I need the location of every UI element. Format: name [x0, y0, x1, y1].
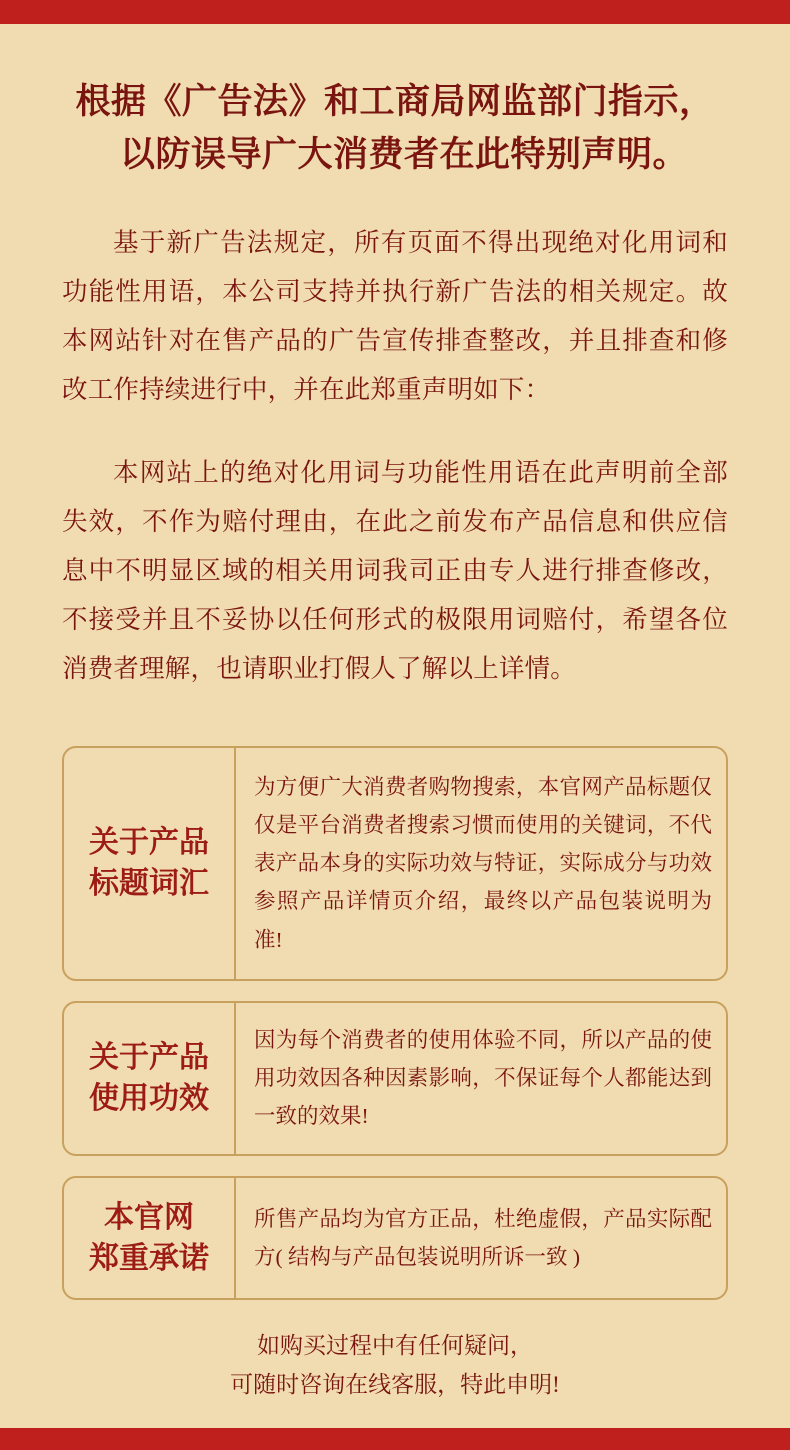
- notice-card-title-line-1: 本官网: [104, 1200, 194, 1234]
- page-title: [62, 24, 728, 181]
- notice-card-title-line-1: 关于产品: [89, 1040, 209, 1074]
- notice-card-title: [64, 1003, 236, 1154]
- declaration-paragraph-1: 基于新广告法规定，所有页面不得出现绝对化用词和功能性用语，本公司支持并执行新广告法的相关规定。故本网站针对在售产品的广告宣传排查整改，并且排查和修改工作持续进行中，并在此郑重声明如下：: [62, 228, 728, 404]
- notice-card-title-line-2: 使用功效: [89, 1082, 209, 1116]
- notice-card-title-line-1: 关于产品: [89, 825, 209, 859]
- notice-card-body: 为方便广大消费者购物搜索，本官网产品标题仅仅是平台消费者搜索习惯而使用的关键词，不代表产品本身的实际功效与特证，实际成分与功效参照产品详情页介绍，最终以产品包装说明为准!: [254, 774, 712, 952]
- page-title-line-1: 根据《广告法》和工商局网监部门指示，: [75, 82, 715, 121]
- notice-card-title-line-2: 标题词汇: [89, 867, 209, 901]
- notice-card-title: [64, 748, 236, 979]
- notice-card-product-effect: [62, 1001, 728, 1156]
- declaration-paragraph-2: 本网站上的绝对化用词与功能性用语在此声明前全部失效，不作为赔付理由，在此之前发布产品信息和供应信息中不明显区域的相关用词我司正由专人进行排查修改，不接受并且不妥协以任何形式的极限用词赔付，希望各位消费者理解，也请职业打假人了解以上详情。: [62, 457, 728, 683]
- page-title-line-2: 以防误导广大消费者在此特别声明。: [119, 134, 688, 174]
- footer-note: [62, 1326, 728, 1404]
- notice-card-list: [62, 746, 728, 1301]
- notice-card-title-line-2: 郑重承诺: [89, 1241, 209, 1275]
- footer-note-line-1: 如购买过程中有任何疑问，: [257, 1333, 533, 1359]
- notice-card-official-promise: [62, 1176, 728, 1301]
- notice-card-product-title: [62, 746, 728, 981]
- top-red-band: [0, 0, 790, 24]
- bottom-red-band: [0, 1428, 790, 1450]
- declaration-sheet: [0, 24, 790, 1428]
- notice-card-body: 因为每个消费者的使用体验不同，所以产品的使用功效因各种因素影响，不保证每个人都能达到一致的效果!: [254, 1027, 712, 1129]
- notice-card-body: 所售产品均为官方正品，杜绝虚假，产品实际配方( 结构与产品包装说明所诉一致 ): [254, 1206, 712, 1269]
- notice-card-title: [64, 1178, 236, 1299]
- footer-note-line-2: 可随时咨询在线客服，特此申明!: [230, 1372, 560, 1398]
